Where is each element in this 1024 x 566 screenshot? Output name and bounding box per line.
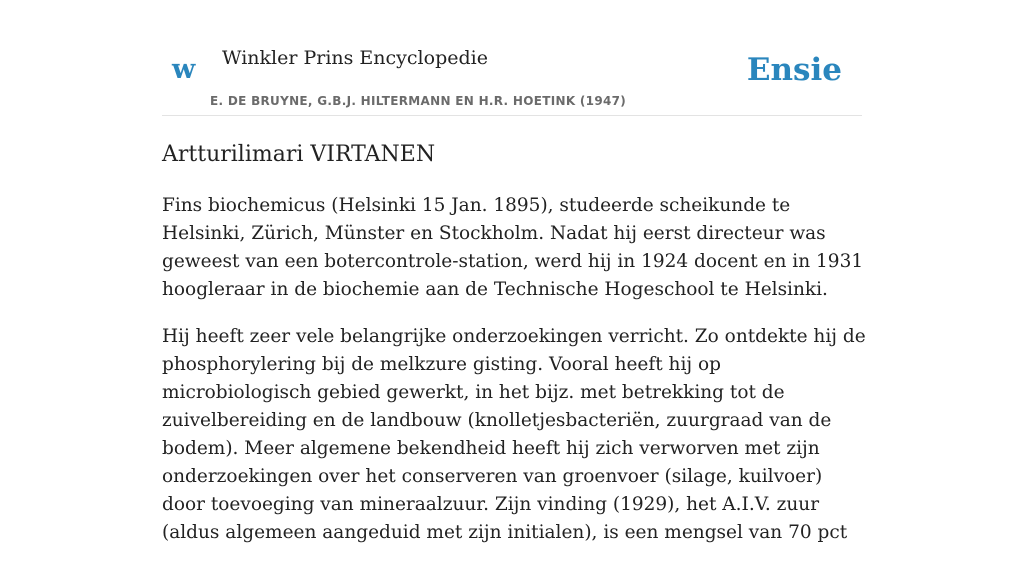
ensie-brand-logo[interactable]: Ensie — [746, 52, 842, 88]
winkler-prins-logo-icon[interactable]: w — [172, 54, 196, 85]
header-divider — [162, 115, 862, 116]
article-body — [162, 192, 867, 566]
article-paragraph-1: Fins biochemicus (Helsinki 15 Jan. 1895), studeerde scheikunde te Helsinki, Zürich, Münster en Stockholm. Nadat hij eerst directeur was geweest van een botercontrole-station, werd hij in 1924 docent en in 1931 hoogleraar in de biochemie aan de Technische Hogeschool te Helsinki. — [162, 195, 864, 300]
book-title[interactable]: Winkler Prins Encyclopedie — [222, 47, 488, 69]
book-authors: E. DE BRUYNE, G.B.J. HILTERMANN EN H.R. HOETINK (1947) — [210, 94, 627, 108]
article-paragraph-2: Hij heeft zeer vele belangrijke onderzoekingen verricht. Zo ontdekte hij de phosphorylering bij de melkzure gisting. Vooral heeft hij op microbiologisch gebied gewerkt, in het bijz. met betrekking tot de zuivelbereiding en de landbouw (knolletjesbacteriën, zuurgraad van de bodem). Meer algemene bekendheid heeft hij zich verworven met zijn onderzoekingen over het conserveren van groenvoer (silage, kuilvoer) door toevoeging van mineraalzuur. Zijn vinding (1929), het A.I.V. zuur (aldus algemeen aangeduid met zijn initialen), is een mengsel van 70 pct — [162, 326, 866, 543]
entry-title: Artturilimari VIRTANEN — [162, 142, 436, 167]
